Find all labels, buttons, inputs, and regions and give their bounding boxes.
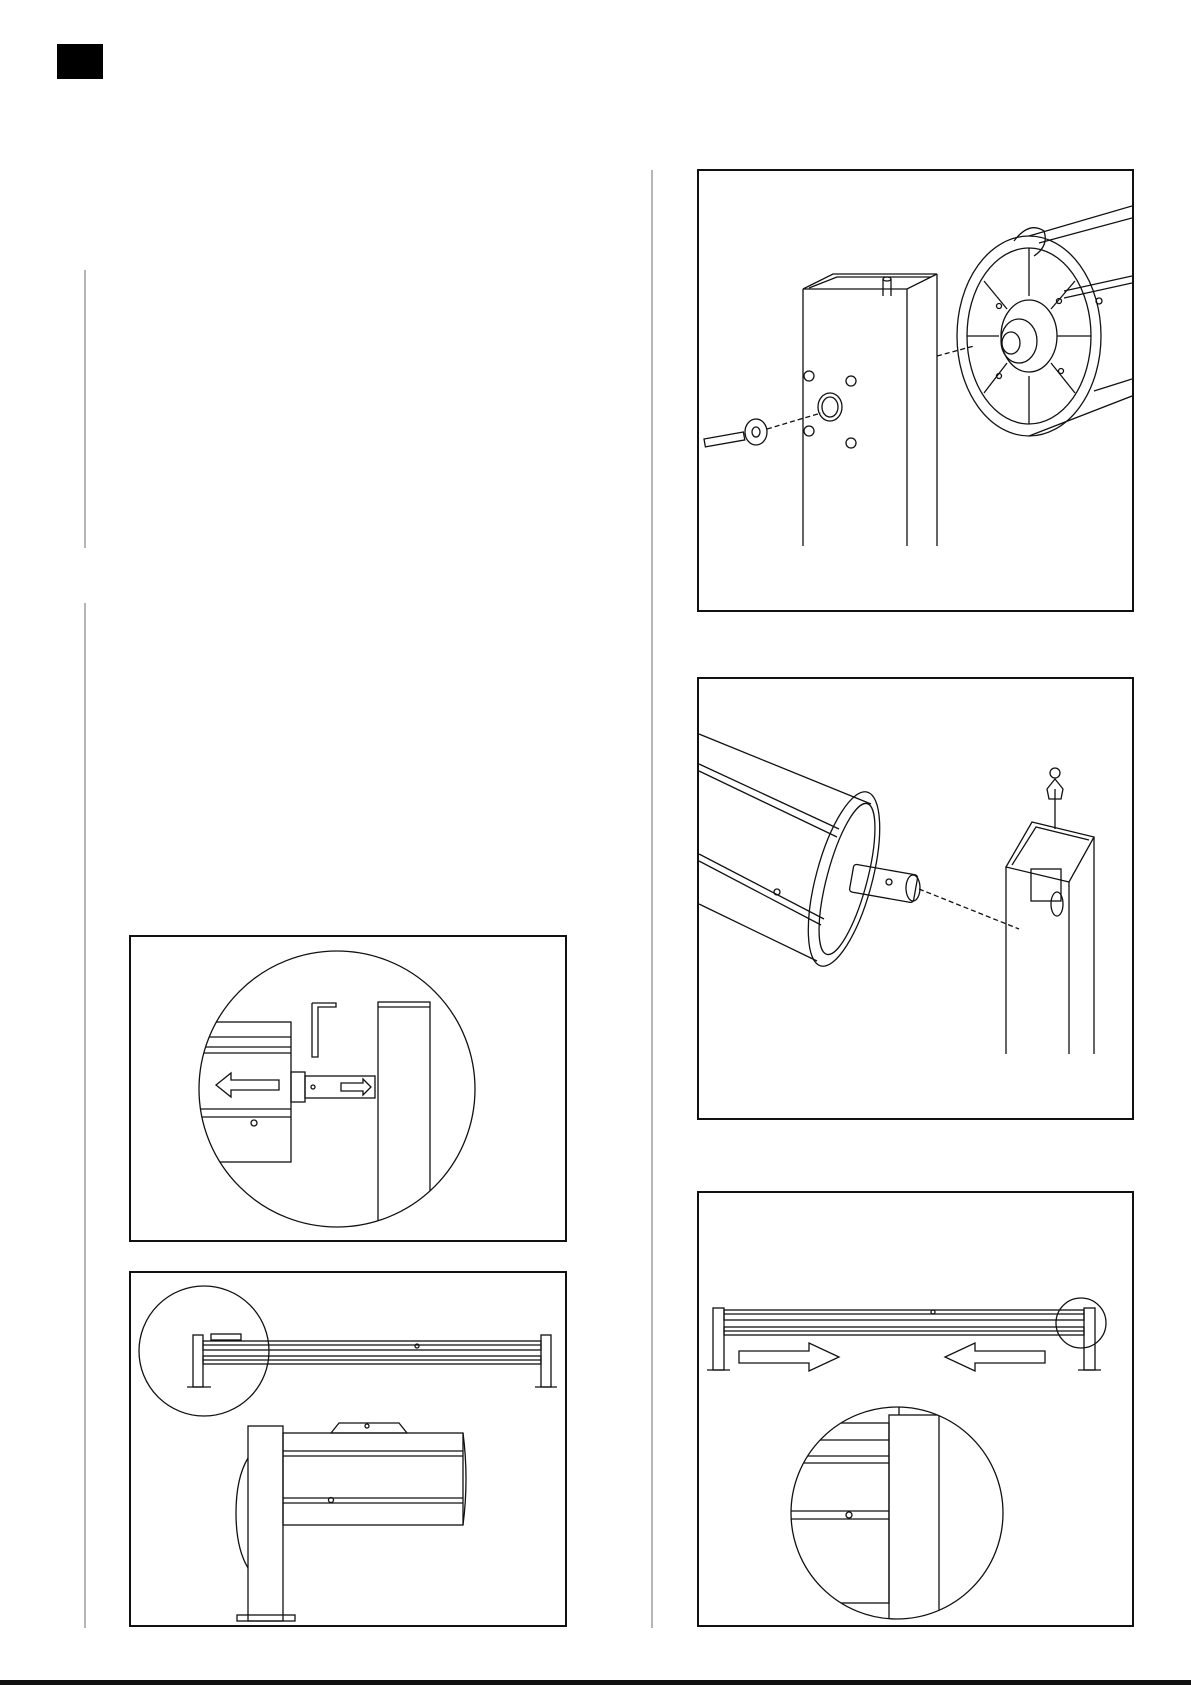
- left-rule-upper: [84, 270, 86, 548]
- page-bottom-rule: [0, 1680, 1191, 1685]
- hex-key-adjustment-detail-icon: [131, 937, 565, 1240]
- figure-post-shaft-exploded: [697, 169, 1134, 612]
- figure-roller-into-post-top: [697, 677, 1134, 1120]
- post-and-roller-exploded-icon: [699, 171, 1132, 610]
- section-tab: [57, 44, 103, 79]
- assembled-unit-side-view-icon: [131, 1273, 565, 1625]
- figure-push-together: [697, 1191, 1134, 1627]
- figure-assembled-side-view: [129, 1271, 567, 1627]
- center-rule: [651, 170, 653, 1628]
- roller-shaft-into-post-icon: [699, 679, 1132, 1118]
- left-rule-lower: [84, 603, 86, 1628]
- push-posts-together-icon: [699, 1193, 1132, 1625]
- figure-hex-key-detail: [129, 935, 567, 1242]
